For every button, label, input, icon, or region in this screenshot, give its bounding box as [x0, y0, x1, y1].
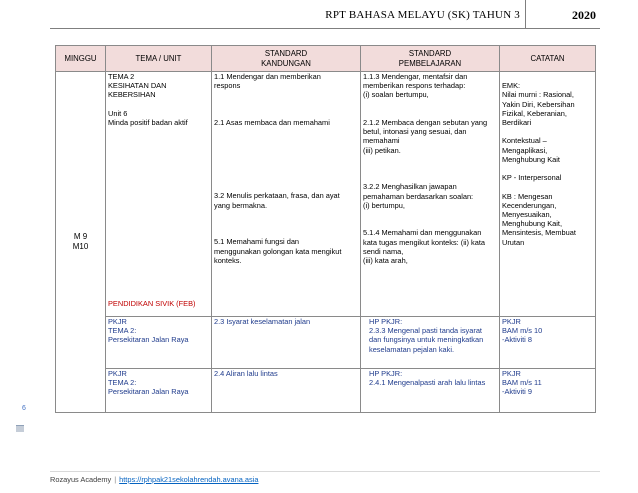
sp-line: 2.1.2 Membaca dengan sebutan yang — [363, 117, 488, 127]
sp-line: (iii) petikan. — [363, 145, 401, 155]
catatan-line: -Aktiviti 8 — [502, 335, 532, 345]
catatan-line: Mengaplikasi, — [502, 145, 548, 155]
tema-cell — [106, 317, 212, 369]
tema-line: KEBERSIHAN — [108, 90, 156, 100]
sp-line: betul, intonasi yang sesuai, dan — [363, 127, 467, 137]
page-number: 6 — [22, 405, 26, 412]
minggu-m10: M10 — [72, 242, 89, 251]
sp-line: HP PKJR: — [369, 317, 403, 326]
header-catatan: CATATAN — [500, 46, 596, 72]
minggu-m9: M 9 — [73, 232, 88, 241]
table-header-row — [56, 46, 596, 72]
catatan-line: Kontekstual – — [502, 136, 547, 146]
header-sp-line1: STANDARD — [408, 49, 452, 58]
catatan-cell — [500, 72, 596, 317]
footer-author: Rozayus Academy — [50, 475, 112, 484]
catatan-line: BAM m/s 11 — [502, 378, 542, 388]
catatan-line: Menghubung Kait — [502, 154, 560, 164]
catatan-line: Mensintesis, Membuat — [502, 228, 576, 238]
sp-line: kata tugas mengikut konteks: (ii) kata — [363, 237, 486, 247]
header-standard-kandungan — [212, 46, 361, 72]
catatan-line: -Aktiviti 9 — [502, 387, 532, 397]
tema-line: Minda positif badan aktif — [108, 118, 188, 127]
sp-line: (iii) kata arah, — [363, 255, 408, 265]
header-tema-unit: TEMA / UNIT — [106, 46, 212, 72]
tema-line: Persekitaran Jalan Raya — [108, 387, 189, 397]
tema-line: Unit 6 — [108, 108, 128, 118]
sp-line: 2.3.3 Mengenal pasti tanda isyarat — [369, 326, 482, 336]
tema-pendidikan-sivik: PENDIDIKAN SIVIK (FEB) — [108, 298, 196, 308]
catatan-line: Kecenderungan, — [502, 200, 557, 210]
catatan-line: Yakin Diri, Kebersihan — [502, 99, 575, 109]
sp-line: memahami — [363, 136, 400, 146]
sk-line: konteks. — [214, 255, 242, 265]
standard-pembelajaran-cell — [361, 72, 500, 317]
document-header-year: 2020 — [572, 8, 596, 22]
catatan-cell — [500, 369, 596, 413]
tema-line: KESIHATAN DAN — [108, 81, 167, 91]
sp-line: 2.4.1 Mengenalpasti arah lalu lintas — [369, 378, 486, 388]
footer — [50, 475, 258, 484]
sp-line: 1.1.3 Mendengar, mentafsir dan — [363, 72, 468, 81]
sk-line: 2.4 Aliran lalu lintas — [214, 369, 278, 378]
sp-line: HP PKJR: — [369, 369, 403, 378]
sp-line: memberikan respons terhadap: — [363, 81, 466, 91]
footer-separator: | — [114, 475, 117, 484]
catatan-line: PKJR — [502, 317, 521, 326]
catatan-cell — [500, 317, 596, 369]
catatan-line: BAM m/s 10 — [502, 326, 543, 336]
catatan-line: EMK: — [502, 81, 521, 91]
minggu-cell — [56, 72, 106, 413]
tema-line: PKJR — [108, 317, 127, 326]
header-sk-line1: STANDARD — [264, 49, 308, 58]
tema-line: Persekitaran Jalan Raya — [108, 335, 189, 345]
tema-line: PKJR — [108, 369, 127, 378]
tema-cell — [106, 369, 212, 413]
header-standard-pembelajaran — [361, 46, 500, 72]
footer-rule — [50, 471, 600, 472]
sp-line: (i) soalan bertumpu, — [363, 90, 429, 100]
table-row — [56, 317, 596, 369]
table-row — [56, 369, 596, 413]
sk-line: 2.1 Asas membaca dan memahami — [214, 117, 330, 127]
catatan-line: Menyesuaikan, — [502, 209, 552, 219]
catatan-line: Berdikari — [502, 118, 532, 127]
sk-line: 3.2 Menulis perkataan, frasa, dan ayat — [214, 191, 340, 201]
catatan-line: Urutan — [502, 237, 525, 247]
sp-line: keselamatan pejalan kaki. — [369, 344, 455, 354]
tema-line: TEMA 2 — [108, 72, 135, 81]
catatan-line: PKJR — [502, 369, 521, 378]
catatan-line: KP - Interpersonal — [502, 173, 562, 183]
sp-line: pemahaman berdasarkan soalan: — [363, 191, 474, 201]
catatan-line: Nilai murni : Rasional, — [502, 90, 574, 100]
sk-line: respons — [214, 81, 241, 91]
header-minggu: MINGGU — [56, 46, 106, 72]
standard-kandungan-cell — [212, 317, 361, 369]
sp-line: dan fungsinya untuk meningkatkan — [369, 335, 484, 345]
standard-pembelajaran-cell — [361, 317, 500, 369]
catatan-line: Menghubung Kait, — [502, 219, 562, 229]
sp-line: 3.2.2 Menghasilkan jawapan — [363, 182, 457, 192]
rpt-table — [55, 45, 596, 413]
header-divider-vertical — [525, 0, 526, 28]
header-sp-line2: PEMBELAJARAN — [398, 58, 462, 68]
sp-line: sendi nama, — [363, 246, 404, 256]
sk-line: 5.1 Memahami fungsi dan — [214, 237, 300, 247]
catatan-line: KB : Mengesan — [502, 191, 553, 201]
header-sk-line2: KANDUNGAN — [261, 58, 311, 68]
sk-line: 2.3 Isyarat keselamatan jalan — [214, 317, 311, 326]
catatan-line: Fizikal, Keberanian, — [502, 108, 567, 118]
document-header-title: RPT BAHASA MELAYU (SK) TAHUN 3 — [325, 9, 520, 21]
table-row — [56, 72, 596, 317]
tema-line: TEMA 2: — [108, 378, 137, 388]
standard-kandungan-cell — [212, 72, 361, 317]
sp-line: (i) bertumpu, — [363, 200, 405, 210]
header-rule — [50, 28, 600, 29]
sk-line: menggunakan golongan kata mengikut — [214, 246, 342, 256]
sk-line: yang bermakna. — [214, 200, 267, 210]
tema-cell — [106, 72, 212, 317]
page-tab-decoration — [16, 425, 24, 432]
standard-kandungan-cell — [212, 369, 361, 413]
standard-pembelajaran-cell — [361, 369, 500, 413]
tema-line: TEMA 2: — [108, 326, 137, 336]
sk-line: 1.1 Mendengar dan memberikan — [214, 72, 321, 81]
sp-line: 5.1.4 Memahami dan menggunakan — [363, 228, 482, 238]
footer-url-link[interactable]: https://rphpak21sekolahrendah.avana.asia — [119, 475, 259, 484]
